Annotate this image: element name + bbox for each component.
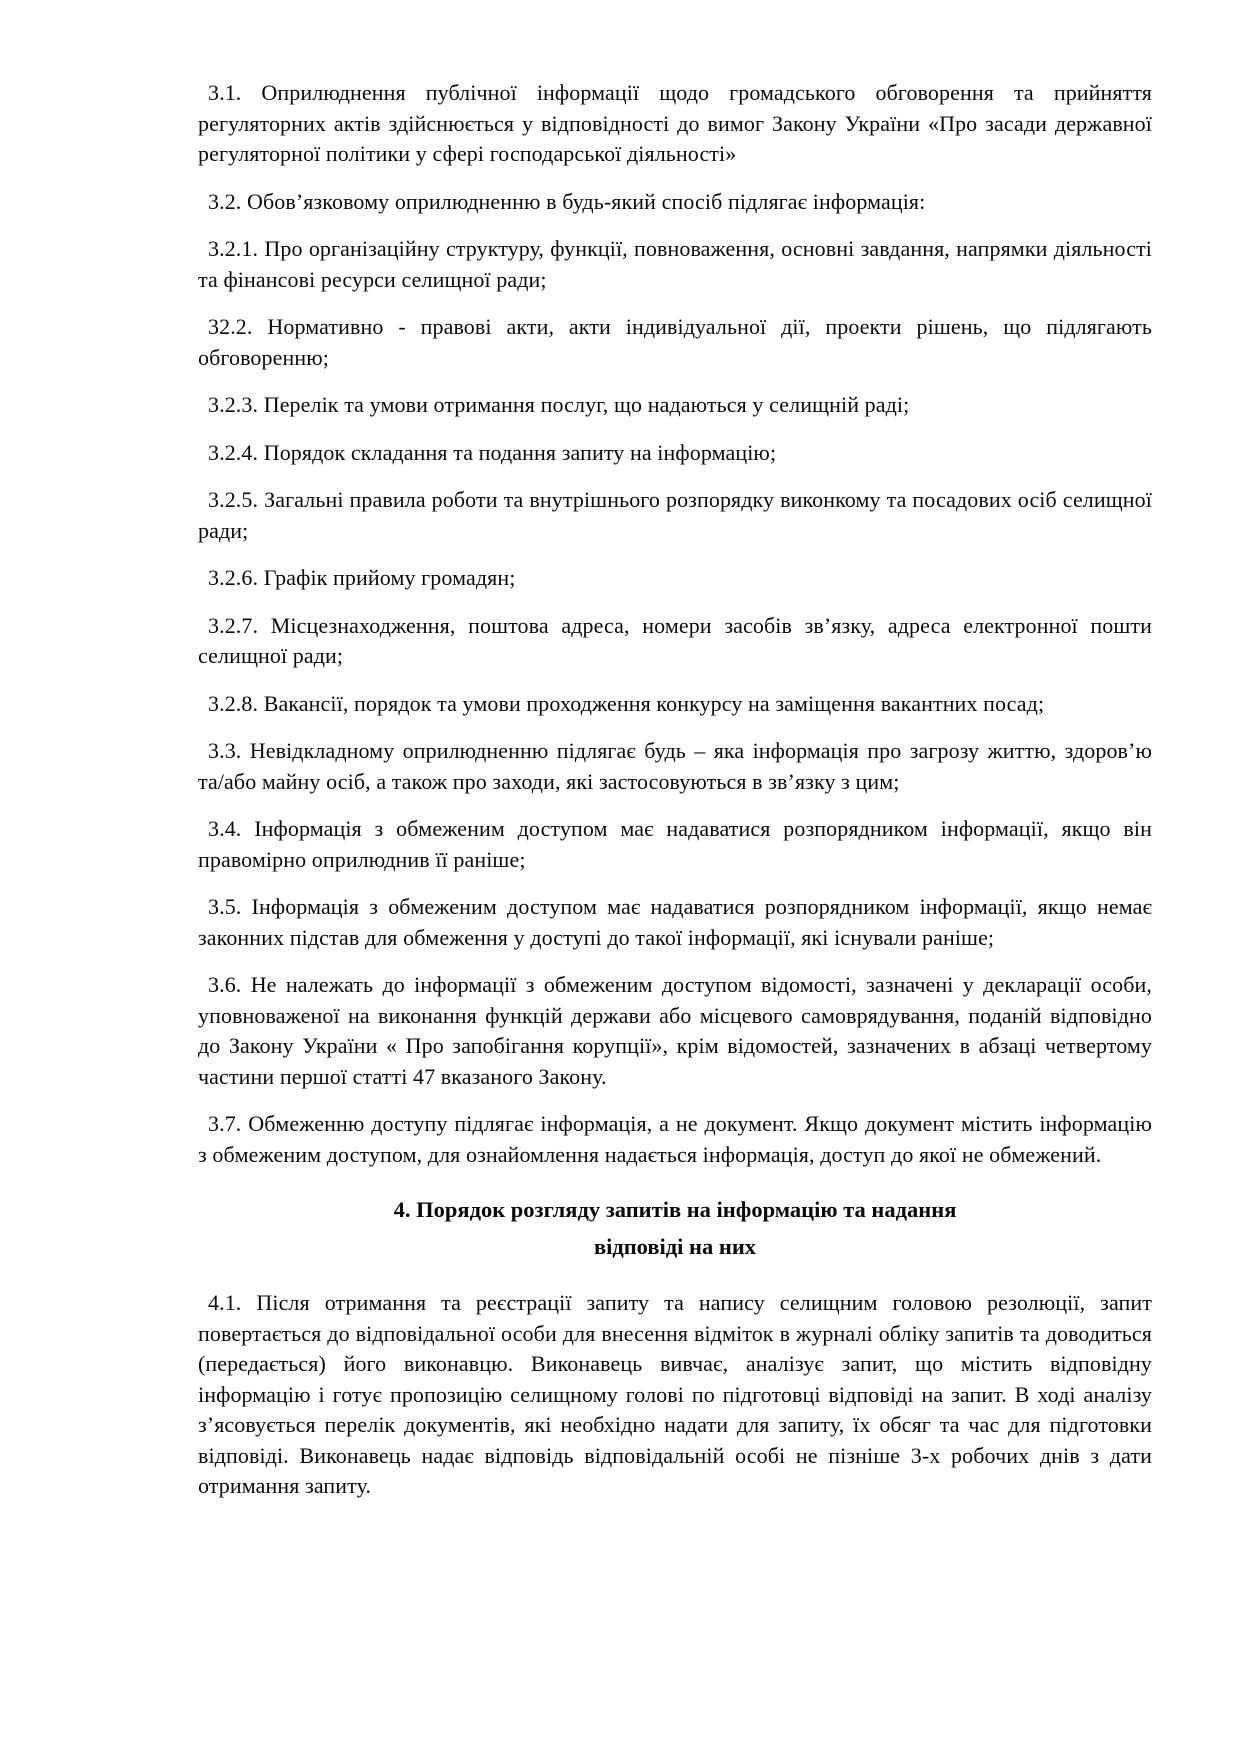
- paragraph-3-1: 3.1. Оприлюднення публічної інформації щодо громадського обговорення та прийняття регуляторних актів здійснюється у відповідності до вимог Закону України «Про засади державної регуляторної політики у сфері господарської діяльності»: [198, 80, 1152, 166]
- paragraph-3-5: 3.5. Інформація з обмеженим доступом має надаватися розпорядником інформації, якщо немає законних підстав для обмеження у доступі до такої інформації, які існували раніше;: [198, 894, 1152, 950]
- paragraph-3-2-5: 3.2.5. Загальні правила роботи та внутрішнього розпорядку виконкому та посадових осіб селищної ради;: [198, 487, 1152, 543]
- paragraph-3-3: 3.3. Невідкладному оприлюдненню підлягає будь – яка інформація про загрозу життю, здоров’ю та/або майну осіб, а також про заходи, які застосовуються в зв’язку з цим;: [198, 738, 1152, 794]
- paragraph-3-2-3: 3.2.3. Перелік та умови отримання послуг, що надаються у селищній раді;: [208, 392, 910, 417]
- section-4-heading-line-1: 4. Порядок розгляду запитів на інформацію та надання: [393, 1197, 957, 1222]
- paragraph-32-2: 32.2. Нормативно - правові акти, акти індивідуальної дії, проекти рішень, що підлягають обговоренню;: [198, 314, 1152, 370]
- paragraph-3-2-8: 3.2.8. Вакансії, порядок та умови проходження конкурсу на заміщення вакантних посад;: [208, 690, 1045, 716]
- section-4-heading-line-2: відповіді на них: [593, 1234, 757, 1259]
- paragraph-3-2-1: 3.2.1. Про організаційну структуру, функції, повноваження, основні завдання, напрямки діяльності та фінансові ресурси селищної ради;: [198, 236, 1152, 292]
- paragraph-3-7: 3.7. Обмеженню доступу підлягає інформація, а не документ. Якщо документ містить інформацію з обмеженим доступом, для ознайомлення надається інформація, доступ до якої не обмежений.: [198, 1111, 1152, 1167]
- paragraph-3-6: 3.6. Не належать до інформації з обмеженим доступом відомості, зазначені у декларації особи, уповноваженої на виконання функцій держави або місцевого самоврядування, поданій відповідно до Закону України « Про запобігання корупції», крім відомостей, зазначених в абзаці четвертому частини першої статті 47 вказаного Закону.: [198, 972, 1152, 1089]
- section-4-heading: [198, 1191, 1152, 1265]
- paragraph-3-2-4: 3.2.4. Порядок складання та подання запиту на інформацію;: [208, 439, 777, 465]
- document-text-body: [198, 78, 1152, 1519]
- paragraph-3-4: 3.4. Інформація з обмеженим доступом має надаватися розпорядником інформації, якщо він правомірно оприлюднив її раніше;: [198, 816, 1152, 872]
- paragraph-3-2-7: 3.2.7. Місцезнаходження, поштова адреса, номери засобів зв’язку, адреса електронної пошти селищної ради;: [198, 612, 1152, 668]
- paragraph-3-2: 3.2. Обов’язковому оприлюдненню в будь-який спосіб підлягає інформація:: [208, 188, 926, 214]
- paragraph-4-1: 4.1. Після отримання та реєстрації запиту та напису селищним головою резолюції, запит повертається до відповідальної особи для внесення відміток в журналі обліку запитів та доводиться (передається) його виконавцю. Виконавець вивчає, аналізує запит, що містить відповідну інформацію і готує пропозицію селищному голові по підготовці відповіді на запит. В ході аналізу з’ясовується перелік документів, які необхідно надати для запиту, їх обсяг та час для підготовки відповіді. Виконавець надає відповідь відповідальній особі не пізніше 3-х робочих днів з дати отримання запиту.: [198, 1290, 1152, 1498]
- paragraph-3-2-6: 3.2.6. Графік прийому громадян;: [208, 565, 516, 590]
